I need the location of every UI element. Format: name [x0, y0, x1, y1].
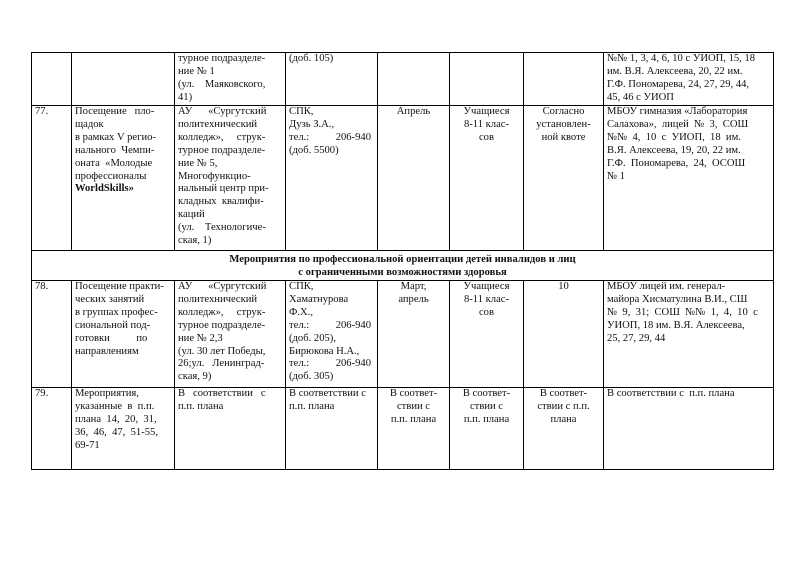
cell-text-line: Многофункцио- — [178, 170, 251, 182]
cell-text-line: 10 — [558, 281, 569, 292]
row-number: 79. — [35, 388, 49, 399]
cell-text-line: указанные в п.п. — [75, 400, 155, 412]
cell-count — [524, 106, 604, 251]
cell-contact — [286, 53, 378, 106]
cell-text-line: Апрель — [396, 106, 431, 117]
cell-text-line: в группах профес- — [75, 306, 158, 318]
cell-text-line: ние № 1 — [178, 65, 215, 77]
cell-text-line: Учащиеся — [463, 106, 510, 117]
cell-text-line: УИОП, 18 им. В.Я. Алексеева, — [607, 319, 745, 331]
table-row-77 — [32, 106, 774, 251]
cell-text-line: Бирюкова Н.А., — [289, 345, 360, 357]
cell-date — [378, 388, 450, 470]
cell-text-line: В.Я. Алексеева, 19, 20, 22 им. — [607, 144, 741, 156]
cell-text-line: 69-71 — [75, 439, 100, 451]
cell-text-line: ной квоте — [541, 131, 586, 143]
cell-number — [32, 388, 72, 470]
cell-text-line: 26;ул. Ленинград- — [178, 358, 265, 370]
cell-text-line: п.п. плана — [463, 413, 510, 425]
cell-number — [32, 106, 72, 251]
cell-number — [32, 281, 72, 388]
cell-text-line: МБОУ гимназия «Лаборатория — [607, 106, 748, 117]
cell-text-line: АУ «Сургутский — [178, 281, 267, 292]
cell-text-line: Ф.Х., — [289, 306, 313, 318]
cell-text-line: 36, 46, 47, 51-55, — [75, 426, 158, 438]
cell-text-line: щадок — [75, 118, 104, 130]
cell-event — [72, 281, 175, 388]
section-title-line-1: Мероприятия по профессиональной ориентации детей инвалидов и лиц — [229, 254, 576, 265]
cell-text-line: Мероприятия, — [75, 388, 139, 399]
cell-date — [378, 281, 450, 388]
row-number: 77. — [35, 106, 49, 117]
cell-event — [72, 106, 175, 251]
cell-text-line: политехнический — [178, 118, 258, 130]
cell-text-line: ствии с — [396, 400, 431, 412]
cell-text-line: № 9, 31; СОШ №№ 1, 4, 10 с — [607, 306, 758, 318]
cell-text-line: Г.Ф. Пономарева, 24, ОСОШ — [607, 157, 746, 169]
cell-text-line: тел.: 206-940 — [289, 358, 372, 370]
cell-text-line: В соответствии с — [178, 388, 266, 399]
cell-text-line: WorldSkills» — [75, 183, 134, 195]
cell-text-line: В соответствии с п.п. плана — [607, 388, 735, 399]
cell-contact — [286, 388, 378, 470]
cell-text-line: № 1 — [607, 170, 626, 182]
table-row-continuation — [32, 53, 774, 106]
cell-text-line: (ул. Технологиче- — [178, 222, 266, 234]
cell-text-line: Посещение пло- — [75, 106, 155, 117]
cell-text-line: ская, 9) — [178, 371, 212, 383]
cell-text-line: Салахова», лицей № 3, СОШ — [607, 118, 749, 130]
row-number: 78. — [35, 281, 49, 292]
cell-text-line: плана — [550, 413, 577, 425]
cell-date — [378, 106, 450, 251]
section-title-line-2: с ограниченными возможностями здоровья — [298, 267, 507, 278]
table-row-79 — [32, 388, 774, 470]
cell-schools — [604, 281, 774, 388]
cell-text-line: СПК, — [289, 281, 314, 292]
cell-text-line: Март, — [400, 281, 427, 292]
cell-count — [524, 281, 604, 388]
cell-text-line: В соответ- — [389, 388, 438, 399]
cell-text-line: ствии с — [469, 400, 504, 412]
cell-text-line: ние № 5, — [178, 157, 218, 169]
cell-text-line: профессионалы — [75, 170, 147, 182]
cell-text-line: кладных квалифи- — [178, 196, 264, 208]
cell-text-line: майора Хисматулина В.И., СШ — [607, 293, 748, 305]
cell-text-line: 8-11 клас- — [463, 118, 510, 130]
cell-text-line: Посещение практи- — [75, 281, 164, 292]
cell-text-line: нального Чемпи- — [75, 144, 155, 156]
cell-participants — [450, 281, 524, 388]
cell-text-line: п.п. плана — [390, 413, 437, 425]
plan-table — [31, 52, 774, 470]
cell-number — [32, 53, 72, 106]
cell-text-line: СПК, — [289, 106, 314, 117]
cell-text-line: (доб. 105) — [289, 53, 334, 64]
cell-venue — [175, 53, 286, 106]
cell-text-line: 8-11 клас- — [463, 293, 510, 305]
cell-text-line: сов — [478, 131, 494, 143]
cell-text-line: (ул. Маяковского, — [178, 78, 266, 90]
cell-text-line: ческих занятий — [75, 293, 145, 305]
cell-text-line: В соответствии с — [289, 388, 366, 399]
cell-text-line: установлен- — [536, 118, 591, 130]
cell-text-line: сов — [478, 306, 494, 318]
cell-text-line: колледж», струк- — [178, 306, 266, 318]
cell-text-line: п.п. плана — [178, 400, 224, 412]
cell-text-line: АУ «Сургутский — [178, 106, 267, 117]
cell-text-line: турное подразделе- — [178, 144, 266, 156]
cell-event — [72, 53, 175, 106]
cell-text-line: сиональной под- — [75, 319, 151, 331]
cell-text-line: направлениям — [75, 345, 139, 357]
cell-text-line: Дузь З.А., — [289, 118, 335, 130]
cell-text-line: МБОУ лицей им. генерал- — [607, 281, 726, 292]
cell-text-line: готовки по — [75, 332, 148, 344]
cell-text-line: №№ 4, 10 с УИОП, 18 им. — [607, 131, 741, 143]
cell-text-line: в рамках V регио- — [75, 131, 156, 143]
cell-text-line: 41) — [178, 91, 193, 103]
cell-venue — [175, 388, 286, 470]
cell-text-line: (доб. 5500) — [289, 144, 339, 156]
table-row-78 — [32, 281, 774, 388]
cell-contact — [286, 281, 378, 388]
cell-text-line: №№ 1, 3, 4, 6, 10 с УИОП, 15, 18 — [607, 53, 756, 64]
cell-text-line: 25, 27, 29, 44 — [607, 332, 666, 344]
cell-schools — [604, 388, 774, 470]
cell-text-line: (ул. 30 лет Победы, — [178, 345, 266, 357]
cell-text-line: Учащиеся — [463, 281, 510, 292]
cell-text-line: оната «Молодые — [75, 157, 153, 169]
cell-participants — [450, 388, 524, 470]
section-header — [32, 251, 774, 281]
cell-text-line: каций — [178, 209, 205, 221]
cell-count — [524, 388, 604, 470]
cell-text-line: Г.Ф. Пономарева, 24, 27, 29, 44, — [607, 78, 750, 90]
cell-text-line: тел.: 206-940 — [289, 319, 372, 331]
cell-text-line: (доб. 305) — [289, 371, 334, 383]
cell-text-line: ствии с п.п. — [537, 400, 590, 412]
cell-text-line: турное подразделе- — [178, 319, 266, 331]
cell-text-line: ская, 1) — [178, 235, 212, 247]
cell-venue — [175, 106, 286, 251]
cell-text-line: колледж», струк- — [178, 131, 266, 143]
section-header-row — [32, 251, 774, 281]
cell-schools — [604, 106, 774, 251]
cell-participants — [450, 106, 524, 251]
cell-text-line: турное подразделе- — [178, 53, 266, 64]
cell-event — [72, 388, 175, 470]
cell-text-line: Хаматнурова — [289, 293, 349, 305]
cell-text-line: тел.: 206-940 — [289, 131, 372, 143]
cell-text-line: В соответ- — [539, 388, 588, 399]
cell-text-line: (доб. 205), — [289, 332, 336, 344]
cell-text-line: апрель — [398, 293, 429, 305]
cell-text-line: политехнический — [178, 293, 258, 305]
cell-participants — [450, 53, 524, 106]
cell-contact — [286, 106, 378, 251]
cell-text-line: Согласно — [542, 106, 585, 117]
cell-venue — [175, 281, 286, 388]
cell-text-line: В соответ- — [462, 388, 511, 399]
cell-text-line: им. В.Я. Алексеева, 20, 22 им. — [607, 65, 743, 77]
cell-count — [524, 53, 604, 106]
cell-date — [378, 53, 450, 106]
cell-text-line: нальный центр при- — [178, 183, 269, 195]
cell-text-line: ние № 2,3 — [178, 332, 223, 344]
cell-text-line: п.п. плана — [289, 400, 335, 412]
cell-schools — [604, 53, 774, 106]
cell-text-line: плана 14, 20, 31, — [75, 413, 157, 425]
cell-text-line: 45, 46 с УИОП — [607, 91, 674, 103]
